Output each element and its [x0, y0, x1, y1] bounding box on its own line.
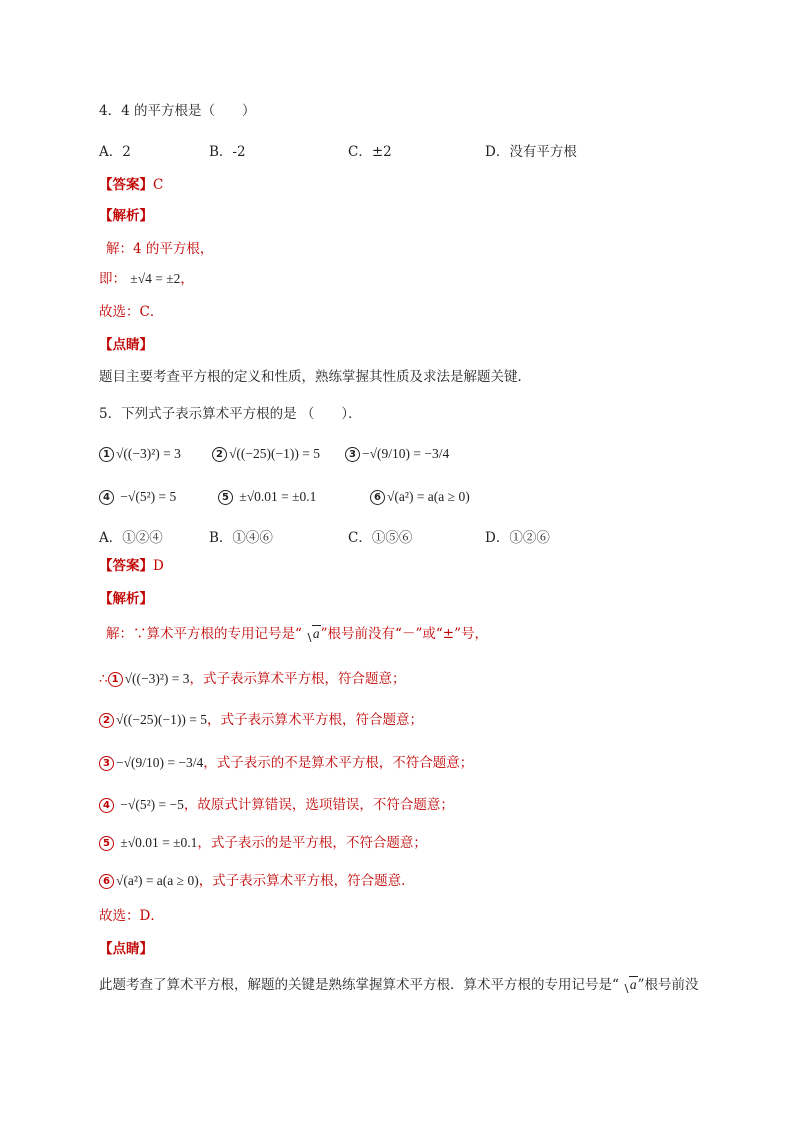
q4-option-b: B．-2 — [209, 144, 246, 160]
q4-analysis-2-prefix: 即： — [99, 271, 126, 287]
q5-comment-1: 此题考查了算术平方根，解题的关键是熟练掌握算术平方根．算术平方根的专用记号是“ — [99, 977, 619, 993]
sqrt-symbol: a — [303, 625, 321, 643]
q4-option-a: A．2 — [99, 144, 131, 160]
q4-analysis-2-math: ±√4 = ±2 — [130, 271, 181, 286]
q5-option-a: A．①②④ — [99, 530, 163, 546]
q4-comment: 题目主要考查平方根的定义和性质，熟练掌握其性质及求法是解题关键． — [99, 369, 531, 385]
circled-number: 2 — [99, 713, 114, 728]
q4-answer — [99, 176, 163, 194]
q5-analysis-label: 【解析】 — [99, 591, 153, 607]
q5-answer — [99, 557, 164, 575]
q5-answer-label: 【答案】 — [99, 558, 153, 574]
q5-comment — [99, 976, 699, 994]
q5-analysis-line-4-text: ，故原式计算错误，选项错误，不符合题意； — [183, 797, 454, 813]
q4-analysis-3: 故选：C． — [99, 304, 164, 320]
q5-item-6-math: √(a²) = a(a ≥ 0) — [387, 489, 470, 504]
q5-analysis-intro — [106, 625, 488, 643]
q5-item-3 — [345, 446, 449, 462]
q5-analysis-line-3 — [99, 754, 473, 772]
q4-title: 4．4 的平方根是（ ） — [99, 103, 256, 119]
q5-analysis-line-6-text: ，式子表示算术平方根，符合题意． — [198, 873, 415, 889]
q4-option-d: D．没有平方根 — [485, 144, 577, 160]
q5-analysis-line-2-math: √((−25)(−1)) = 5 — [116, 712, 207, 727]
q4-comment-label: 【点睛】 — [99, 337, 153, 353]
q5-answer-value: D — [153, 558, 164, 574]
q5-analysis-line-1 — [99, 670, 406, 688]
q4-answer-label: 【答案】 — [99, 177, 153, 193]
q5-analysis-line-5 — [99, 834, 427, 852]
circled-number: 4 — [99, 490, 114, 505]
circled-number: 5 — [99, 836, 114, 851]
circled-number: 2 — [212, 447, 227, 462]
q4-analysis-label: 【解析】 — [99, 208, 153, 224]
q5-comment-2: ”根号前没 — [637, 977, 699, 993]
q4-option-c: C．±2 — [348, 144, 392, 160]
circled-number: 1 — [108, 672, 123, 687]
q5-analysis-intro-2: ”根号前没有“－”或“±”号， — [320, 626, 488, 642]
q5-item-4-math: −√(5²) = 5 — [120, 489, 177, 504]
q5-analysis-line-1-math: √((−3)²) = 3 — [124, 671, 190, 686]
q5-analysis-line-3-text: ，式子表示的不是算术平方根，不符合题意； — [203, 755, 474, 771]
q5-analysis-line-1-text: ，式子表示算术平方根，符合题意； — [189, 671, 406, 687]
q5-item-2 — [212, 446, 320, 462]
q5-analysis-line-4 — [99, 796, 454, 814]
q5-analysis-line-6-math: √(a²) = a(a ≥ 0) — [116, 873, 199, 888]
q5-analysis-line-4-math: −√(5²) = −5 — [120, 797, 184, 812]
q5-option-b: B．①④⑥ — [209, 530, 273, 546]
q5-analysis-line-5-text: ，式子表示的是平方根，不符合题意； — [197, 835, 427, 851]
q5-option-c: C．①⑤⑥ — [348, 530, 413, 546]
q5-item-2-math: √((−25)(−1)) = 5 — [229, 446, 320, 461]
q5-title: 5．下列式子表示算术平方根的是 （ ）． — [99, 406, 362, 422]
q4-analysis-2-suffix: ， — [180, 271, 194, 287]
q5-analysis-line-2 — [99, 711, 423, 729]
circled-number: 3 — [345, 447, 360, 462]
q5-analysis-line-3-math: −√(9/10) = −3/4 — [116, 755, 204, 770]
q5-item-1 — [99, 446, 181, 462]
q5-item-6 — [370, 489, 470, 505]
q5-item-4 — [99, 489, 176, 505]
q4-analysis-2 — [99, 270, 194, 288]
circled-number: 5 — [218, 490, 233, 505]
circled-number: 4 — [99, 798, 114, 813]
q5-item-5 — [218, 489, 316, 505]
sqrt-symbol: a — [620, 976, 638, 994]
q5-analysis-line-6 — [99, 872, 415, 890]
q5-analysis-line-2-text: ，式子表示算术平方根，符合题意； — [206, 712, 423, 728]
therefore-symbol: ∴ — [99, 671, 108, 687]
q5-comment-label: 【点睛】 — [99, 941, 153, 957]
circled-number: 6 — [370, 490, 385, 505]
circled-number: 3 — [99, 756, 114, 771]
q4-analysis-1: 解：4 的平方根， — [106, 241, 214, 257]
circled-number: 1 — [99, 447, 114, 462]
q5-option-d: D．①②⑥ — [485, 530, 550, 546]
q5-analysis-line-5-math: ±√0.01 = ±0.1 — [120, 835, 198, 850]
q4-answer-value: C — [153, 177, 164, 193]
q5-analysis-end: 故选：D． — [99, 908, 164, 924]
q5-item-5-math: ±√0.01 = ±0.1 — [239, 489, 317, 504]
q5-item-3-math: −√(9/10) = −3/4 — [362, 446, 450, 461]
q5-item-1-math: √((−3)²) = 3 — [116, 446, 181, 461]
q5-analysis-intro-1: 解：∵算术平方根的专用记号是“ — [106, 626, 302, 642]
circled-number: 6 — [99, 874, 114, 889]
